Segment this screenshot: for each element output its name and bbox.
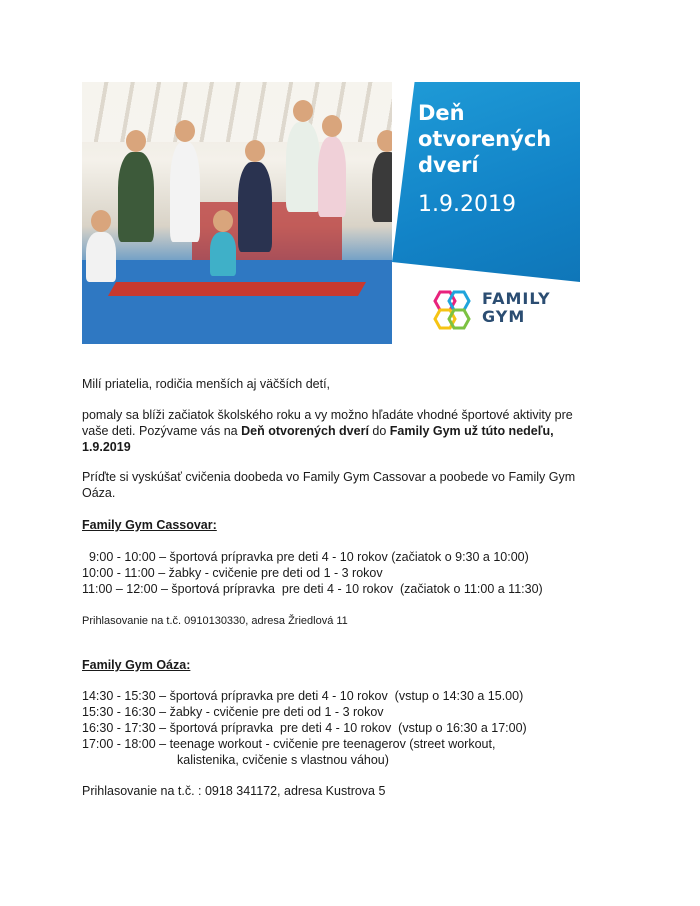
banner-title-panel (392, 82, 580, 344)
cassovar-heading: Family Gym Cassovar: (82, 518, 217, 532)
invite-paragraph: Príďte si vyskúšať cvičenia doobeda vo Family Gym Cassovar a poobede vo Family Gym Oáza. (82, 470, 576, 500)
family-gym-logo-text: FAMILY GYM (482, 289, 551, 326)
oaza-schedule (82, 688, 527, 768)
schedule-row: 10:00 - 11:00 – žabky - cvičenie pre deti od 1 - 3 rokov (82, 566, 383, 580)
banner-title: Deň otvorených dverí (418, 101, 552, 177)
greeting: Milí priatelia, rodičia menších aj väčších detí, (82, 377, 331, 391)
intro-bold-open-day: Deň otvorených dverí (241, 424, 369, 438)
intro-bold-date: Family Gym už túto nedeľu, 1.9.2019 (82, 424, 554, 454)
schedule-row: 9:00 - 10:00 – športová prípravka pre deti 4 - 10 rokov (začiatok o 9:30 a 10:00) (82, 550, 529, 564)
family-gym-logo-icon (428, 290, 476, 332)
kids-jumping-photo (82, 82, 412, 344)
cassovar-schedule (82, 549, 543, 597)
schedule-row: 14:30 - 15:30 – športová prípravka pre deti 4 - 10 rokov (vstup o 14:30 a 15.00) (82, 689, 524, 703)
intro-paragraph: pomaly sa blíži začiatok školského roku a vy možno hľadáte vhodné športové aktivity pre vaše deti. Pozývame vás na Deň otvorených dverí do Family Gym už túto nedeľu, 1.9.2019 (82, 408, 573, 454)
event-banner (82, 82, 580, 344)
schedule-row: 15:30 - 16:30 – žabky - cvičenie pre deti od 1 - 3 rokov (82, 705, 384, 719)
schedule-row: 17:00 - 18:00 – teenage workout - cvičenie pre teenagerov (street workout, (82, 737, 496, 751)
schedule-row-continuation: kalistenika, cvičenie s vlastnou váhou) (177, 753, 389, 767)
oaza-signup: Prihlasovanie na t.č. : 0918 341172, adresa Kustrova 5 (82, 784, 386, 798)
cassovar-signup: Prihlasovanie na t.č. 0910130330, adresa Žriedlová 11 (82, 615, 348, 627)
schedule-row: 16:30 - 17:30 – športová prípravka pre deti 4 - 10 rokov (vstup o 16:30 a 17:00) (82, 721, 527, 735)
schedule-row: 11:00 – 12:00 – športová prípravka pre deti 4 - 10 rokov (začiatok o 11:00 a 11:30) (82, 582, 543, 596)
banner-date: 1.9.2019 (418, 192, 516, 217)
oaza-heading: Family Gym Oáza: (82, 658, 191, 672)
